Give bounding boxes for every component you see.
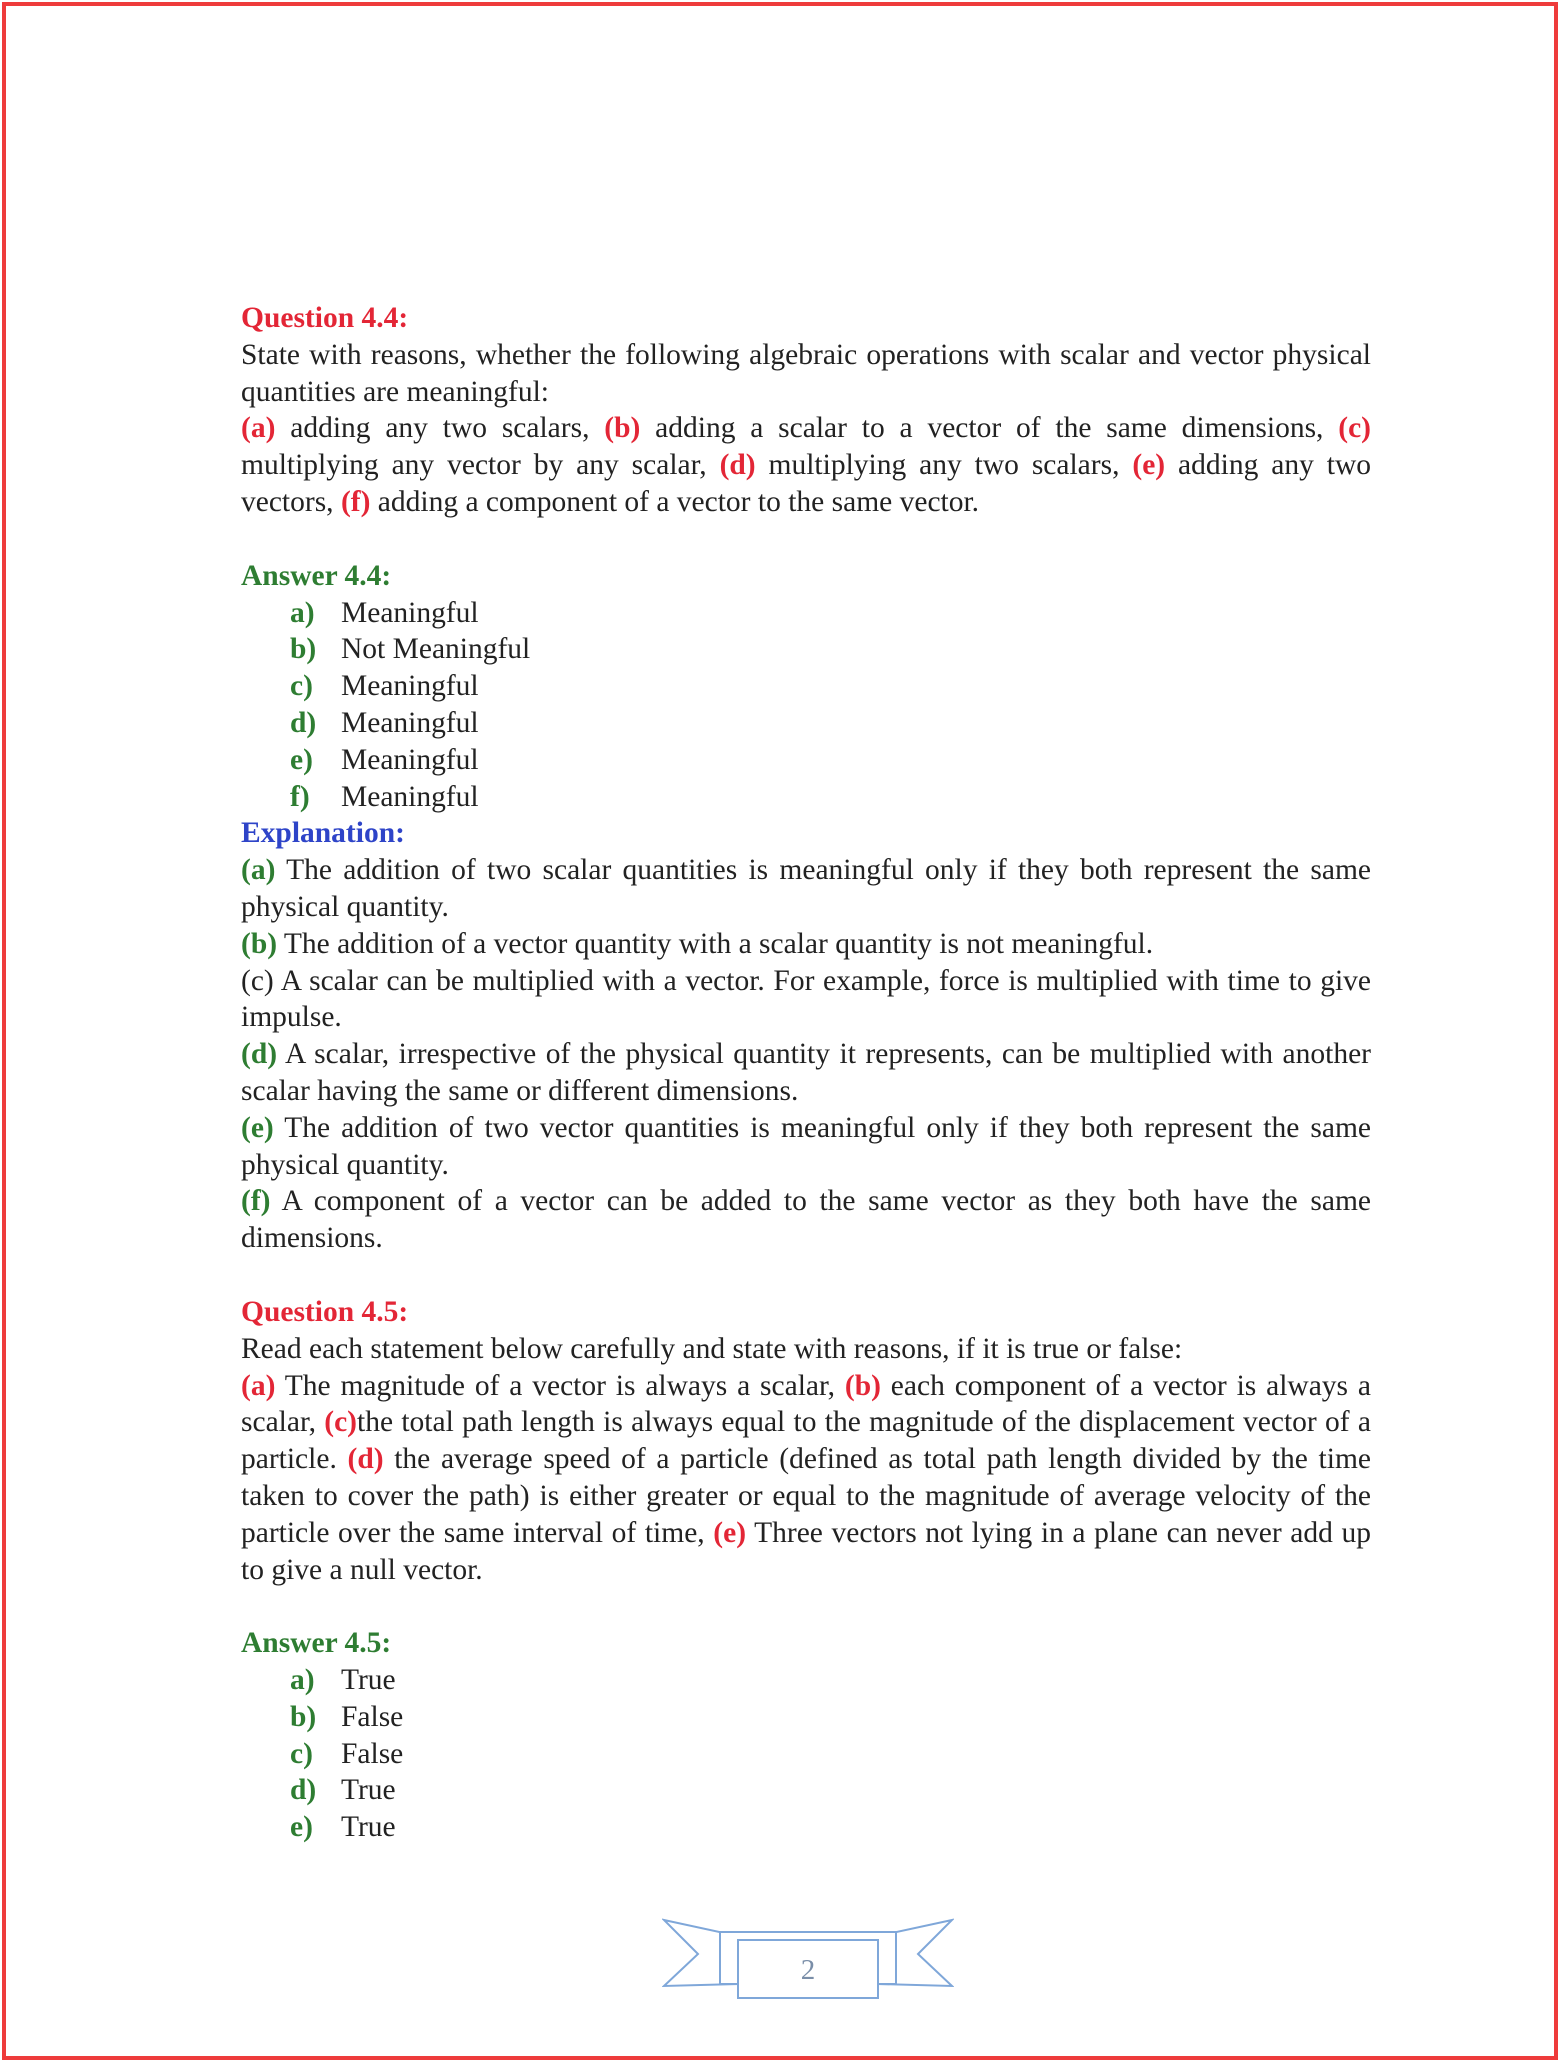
q44-part-f-text: adding a component of a vector to the same vector. bbox=[370, 485, 980, 518]
list-item bbox=[241, 1772, 1371, 1809]
explanation-item-b bbox=[241, 926, 1371, 963]
list-item bbox=[241, 705, 1371, 742]
answer-text: Meaningful bbox=[341, 670, 479, 703]
explanation-label: (a) bbox=[241, 854, 276, 887]
explanation-text: A component of a vector can be added to the same vector as they both have the same dimensions. bbox=[241, 1185, 1371, 1255]
list-item bbox=[241, 1736, 1371, 1773]
answer-4-5-heading: Answer 4.5: bbox=[241, 1627, 392, 1660]
q45-part-d-label: (d) bbox=[347, 1443, 384, 1476]
explanation-item-c bbox=[241, 963, 1371, 1037]
q44-part-c-text: multiplying any vector by any scalar, bbox=[241, 449, 720, 482]
answer-marker: d) bbox=[290, 1774, 317, 1807]
answer-marker: b) bbox=[290, 633, 317, 666]
question-4-5-intro: Read each statement below carefully and state with reasons, if it is true or false: bbox=[241, 1332, 1183, 1365]
answer-marker: a) bbox=[290, 1664, 315, 1697]
answer-marker: f) bbox=[290, 780, 310, 813]
explanation-item-a bbox=[241, 852, 1371, 926]
q45-part-b-label: (b) bbox=[844, 1369, 881, 1402]
explanation-text: A scalar can be multiplied with a vector. For example, force is multiplied with time to give impulse. bbox=[241, 964, 1371, 1034]
q44-part-f-label: (f) bbox=[340, 485, 371, 518]
answer-text: Meaningful bbox=[341, 780, 479, 813]
section-gap bbox=[241, 521, 1371, 558]
question-4-5-parts bbox=[241, 1368, 1371, 1589]
explanation-text: The addition of two scalar quantities is meaningful only if they both represent the same physical quantity. bbox=[241, 854, 1371, 923]
explanation-label: (b) bbox=[241, 927, 278, 960]
explanation-item-e bbox=[241, 1110, 1371, 1184]
answer-marker: c) bbox=[290, 1737, 313, 1770]
answer-marker: a) bbox=[290, 596, 315, 629]
q45-part-c-text: the total path length is always equal to the magnitude of the displacement vector of a particle. bbox=[241, 1406, 1371, 1476]
answer-marker: d) bbox=[290, 706, 317, 739]
list-item bbox=[241, 1662, 1371, 1699]
explanation-text: The addition of two vector quantities is meaningful only if they both represent the same physical quantity. bbox=[241, 1111, 1371, 1181]
q45-part-a-label: (a) bbox=[241, 1369, 276, 1402]
question-4-5-heading: Question 4.5: bbox=[241, 1295, 409, 1328]
list-item bbox=[241, 779, 1371, 816]
explanation-text: A scalar, irrespective of the physical quantity it represents, can be multiplied with another scalar having the same or different dimensions. bbox=[241, 1038, 1371, 1107]
explanation-label: (e) bbox=[241, 1111, 274, 1144]
explanation-heading: Explanation: bbox=[241, 817, 405, 850]
answer-4-4-list bbox=[241, 595, 1371, 816]
list-item bbox=[241, 668, 1371, 705]
page-content bbox=[241, 300, 1371, 1846]
page-number: 2 bbox=[800, 1954, 816, 1986]
answer-text: False bbox=[341, 1737, 404, 1770]
answer-marker: e) bbox=[290, 1811, 313, 1844]
q44-part-d-label: (d) bbox=[719, 449, 756, 482]
answer-text: True bbox=[341, 1774, 396, 1807]
q44-part-a-text: adding any two scalars, bbox=[275, 412, 605, 445]
answer-text: Meaningful bbox=[341, 596, 479, 629]
list-item bbox=[241, 1699, 1371, 1736]
explanation-label: (c) bbox=[241, 964, 274, 997]
answer-4-5-list bbox=[241, 1662, 1371, 1846]
q44-part-e-label: (e) bbox=[1132, 449, 1166, 482]
answer-text: True bbox=[341, 1664, 396, 1697]
answer-text: False bbox=[341, 1700, 404, 1733]
answer-4-4-heading: Answer 4.4: bbox=[241, 559, 392, 592]
q45-part-e-text: Three vectors not lying in a plane can never add up to give a null vector. bbox=[241, 1516, 1371, 1586]
question-4-4-parts bbox=[241, 410, 1371, 520]
q44-part-b-text: adding a scalar to a vector of the same dimensions, bbox=[640, 412, 1339, 445]
question-4-4-intro: State with reasons, whether the following algebraic operations with scalar and vector physical quantities are meaningful: bbox=[241, 338, 1371, 408]
q44-part-e-text: adding any two vectors, bbox=[241, 449, 1372, 518]
answer-text: Not Meaningful bbox=[341, 633, 531, 666]
q44-part-a-label: (a) bbox=[241, 412, 276, 445]
list-item bbox=[241, 631, 1371, 668]
q45-part-a-text: The magnitude of a vector is always a scalar, bbox=[275, 1369, 845, 1402]
answer-text: True bbox=[341, 1811, 396, 1844]
list-item bbox=[241, 742, 1371, 779]
answer-text: Meaningful bbox=[341, 743, 479, 776]
answer-marker: c) bbox=[290, 670, 313, 703]
list-item bbox=[241, 1809, 1371, 1846]
section-gap bbox=[241, 1588, 1371, 1625]
answer-marker: b) bbox=[290, 1700, 317, 1733]
answer-marker: e) bbox=[290, 743, 313, 776]
q44-part-b-label: (b) bbox=[604, 412, 641, 445]
explanation-text: The addition of a vector quantity with a scalar quantity is not meaningful. bbox=[277, 927, 1154, 960]
explanation-label: (d) bbox=[241, 1038, 278, 1071]
explanation-item-d bbox=[241, 1036, 1371, 1110]
question-4-4-heading: Question 4.4: bbox=[241, 302, 409, 334]
answer-text: Meaningful bbox=[341, 706, 479, 739]
explanation-label: (f) bbox=[241, 1185, 271, 1218]
q45-part-d-text: the average speed of a particle (defined as total path length divided by the time taken to cover the path) is either greater or equal to the magnitude of average velocity of the particle over the same interval of time, bbox=[241, 1443, 1371, 1549]
q44-part-c-label: (c) bbox=[1338, 412, 1371, 445]
explanation-item-f bbox=[241, 1183, 1371, 1257]
q45-part-b-text: each component of a vector is always a scalar, bbox=[241, 1369, 1371, 1439]
q44-part-d-text: multiplying any two scalars, bbox=[755, 449, 1133, 482]
section-gap bbox=[241, 1257, 1371, 1294]
list-item bbox=[241, 595, 1371, 632]
q45-part-c-label: (c) bbox=[324, 1406, 358, 1439]
q45-part-e-label: (e) bbox=[713, 1516, 747, 1549]
